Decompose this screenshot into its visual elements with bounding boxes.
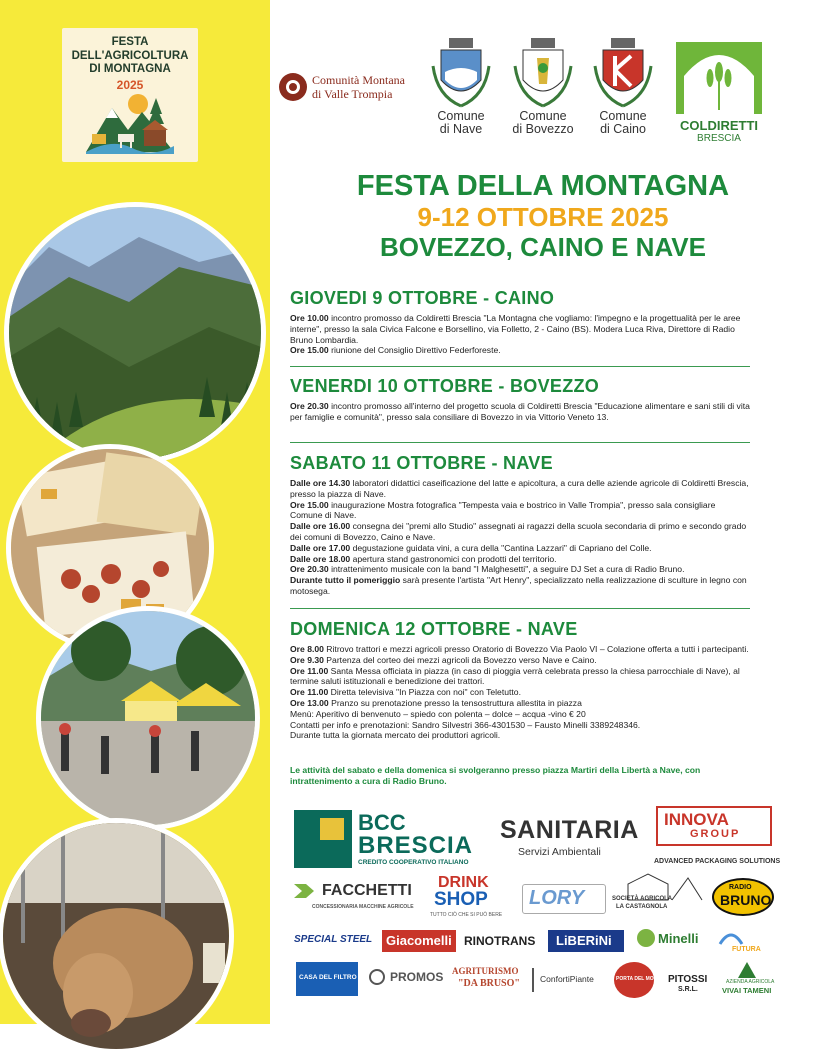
day-thursday: [290, 288, 750, 356]
radiobruno-line2: BRUNO: [720, 892, 772, 908]
schedule-item: Contatti per info e prenotazioni: Sandro Silvestri 366-4301530 – Fausto Minelli 3389248346.: [290, 719, 641, 730]
schedule-item: Ore 15.00 inaugurazione Mostra fotografica "Tempesta vaia e bostrico in Valle Trompia", presso sala consigliare Comune di Nave.: [290, 499, 716, 521]
comunita-line2: di Valle Trompia: [312, 87, 393, 101]
schedule-item: Dalle ore 17.00 degustazione guidata vini, a cura della "Cantina Lazzari" di Capriano del Colle.: [290, 542, 652, 553]
comunita-line1: Comunità Montana: [312, 73, 405, 87]
schedule-item: Ore 8.00 Ritrovo trattori e mezzi agricoli presso Oratorio di Bovezzo Via Paolo VI – Colazione offerta a tutti i partecipanti.: [290, 644, 749, 654]
agriturismo-logo: [452, 966, 522, 994]
schedule-item: Ore 20.30 incontro promosso all'interno del progetto scuola di Coldiretti Brescia "Educazione alimentare e sani stili di vita per famiglie e comunità", presso sala consiliare di Bovezzo in via Vittorio Veneto 13.: [290, 401, 750, 422]
day-body: [290, 478, 750, 597]
conforti-logo: [532, 968, 612, 992]
conforti-name: ConfortiPiante: [540, 974, 594, 984]
vivai-tameni-logo: [716, 962, 778, 998]
facchetti-arrow-icon: [292, 880, 320, 902]
logo-line1: FESTA: [111, 36, 149, 48]
coldiretti-name: COLDIRETTI: [680, 118, 758, 133]
schedule-item: Durante tutto il pomeriggio sarà presente l'artista "Art Henry", specializzato nella realizzazione di sculture in legno con motosega.: [290, 575, 747, 596]
schedule-item: Menù: Aperitivo di benvenuto – spiedo con polenta – dolce – acqua -vino € 20: [290, 708, 586, 719]
market-photo: [36, 606, 260, 830]
drink-shop-logo: [428, 874, 520, 922]
pitossi-line2: S.R.L.: [678, 986, 698, 993]
tameni-tree-icon: [716, 962, 778, 980]
coldiretti-city: BRESCIA: [697, 133, 741, 144]
comune-bovezzo-label: Comune di Bovezzo: [512, 109, 574, 136]
day-sunday: [290, 619, 750, 741]
drink-line2: SHOP: [434, 889, 488, 910]
schedule-item: Dalle ore 18.00 apertura stand gastronomici con prodotti del territorio.: [290, 553, 557, 564]
castagnola-logo: [608, 872, 704, 916]
lory-name: LORY: [529, 887, 585, 909]
schedule-item: Ore 10.00 incontro promosso da Coldiretti Brescia "La Montagna che vogliamo: l'impegno e la progettualità per le aree interne", presso la sala Civica Falcone e Borsellino, via Folletto, 2 - Caino (BS). Modera Luca Riva, Direttore di Radio Bruno Lombardia.: [290, 313, 741, 345]
bcc-line1: BCC: [358, 810, 406, 835]
innova-line2: GROUP: [690, 828, 741, 840]
comunita-montana-logo: [278, 72, 408, 106]
innova-line1: INNOVA: [664, 810, 729, 829]
day-body: [290, 401, 750, 423]
day-body: [290, 313, 750, 356]
bovezzo-crest-icon: [513, 36, 573, 108]
promos-circle-icon: [368, 968, 386, 986]
coldiretti-logo: [674, 40, 764, 148]
bcc-line2: BRESCIA: [358, 832, 474, 859]
divider: [290, 366, 750, 367]
minelli-leaf-icon: [636, 928, 656, 948]
day-body: [290, 644, 750, 741]
tameni-line1: AZIENDA AGRICOLA: [726, 979, 775, 985]
bcc-logo: [294, 810, 484, 872]
bcc-sub: CREDITO COOPERATIVO ITALIANO: [358, 859, 469, 866]
event-places: BOVEZZO, CAINO E NAVE: [380, 232, 706, 262]
comune-nave-label: Comune di Nave: [437, 109, 485, 136]
minelli-logo: [636, 928, 712, 954]
schedule-item: Ore 20.30 intrattenimento musicale con la band "I Malghesetti", a seguire DJ Set a cura di Radio Bruno.: [290, 564, 685, 575]
casa-filtro-logo: [296, 962, 358, 996]
divider: [290, 442, 750, 443]
rinotrans-logo: RINOTRANS: [464, 934, 536, 948]
lory-logo: [522, 884, 606, 914]
logo-line3: DI MONTAGNA: [89, 63, 171, 75]
location-note: Le attività del sabato e della domenica si svolgeranno presso piazza Martiri della Libertà a Nave, con intrattenimento a cura di Radio Bruno.: [290, 765, 701, 786]
event-dates: 9-12 OTTOBRE 2025: [417, 202, 669, 232]
mountain-farm-icon: [82, 90, 178, 156]
giacomelli-name: Giacomelli: [386, 933, 452, 948]
pitossi-logo: [668, 964, 714, 996]
porta-del-monte-logo: [610, 962, 664, 998]
cow-photo: [0, 818, 234, 1054]
day-title: DOMENICA 12 OTTOBRE - NAVE: [290, 619, 578, 639]
divider: [290, 608, 750, 609]
schedule-item: Dalle ore 16.00 consegna dei "premi allo Studio" assegnati ai ragazzi della scuola secondaria di primo e secondo grado dei comuni di Bovezzo, Caino e Nave.: [290, 521, 747, 542]
day-title: VENERDI 10 OTTOBRE - BOVEZZO: [290, 376, 600, 396]
castagnola-line1: SOCIETÀ AGRICOLA: [612, 896, 673, 902]
futura-logo: [716, 926, 776, 956]
comune-caino: [583, 30, 663, 136]
day-title: SABATO 11 OTTOBRE - NAVE: [290, 453, 553, 473]
schedule-item: Ore 11.00 Santa Messa officiata in piazza (in caso di pioggia verrà celebrata presso la chiesa parrocchiale di Nave), al termine saluti istituzionali e benedizione dei trattori.: [290, 665, 740, 687]
facchetti-name: FACCHETTI: [322, 882, 412, 899]
coldiretti-icon: [674, 40, 764, 116]
day-friday: [290, 376, 750, 423]
day-title: GIOVEDI 9 OTTOBRE - CAINO: [290, 288, 555, 308]
giacomelli-logo: [382, 930, 456, 952]
schedule-item: Ore 9.30 Partenza del corteo dei mezzi agricoli da Bovezzo verso Nave e Caino.: [290, 654, 597, 665]
sanitaria-logo: [500, 816, 640, 860]
agriturismo-line2: "DA BRUSO": [458, 978, 520, 989]
futura-name: FUTURA: [732, 946, 761, 953]
drink-sub: TUTTO CIÒ CHE SI PUÒ BERE: [430, 912, 503, 918]
schedule-item: Durante tutta la giornata mercato dei produttori agricoli.: [290, 730, 501, 741]
agriturismo-line1: AGRITURISMO: [452, 966, 519, 976]
comunita-montana-icon: [278, 72, 308, 102]
casa-filtro-name: CASA DEL FILTRO: [299, 974, 357, 981]
partner-logos: [278, 30, 808, 150]
promos-logo: [368, 968, 442, 992]
facchetti-logo: [292, 880, 416, 916]
mountain-photo: [4, 202, 266, 464]
schedule-item: Ore 13.00 Pranzo su prenotazione presso la tensostruttura allestita in piazza: [290, 697, 582, 708]
liberini-logo: [548, 930, 624, 952]
innova-sub: ADVANCED PACKAGING SOLUTIONS: [654, 858, 781, 865]
promos-name: PROMOS: [390, 970, 444, 984]
day-saturday: [290, 453, 750, 597]
sanitaria-name: SANITARIA: [500, 816, 639, 844]
radio-bruno-logo: [712, 878, 774, 916]
schedule-item: Ore 15.00 riunione del Consiglio Direttivo Federforeste.: [290, 345, 501, 356]
comune-caino-label: Comune di Caino: [599, 109, 647, 136]
pitossi-line1: PITOSSI: [668, 974, 708, 985]
drink-line1: DRINK: [438, 874, 489, 891]
futura-icon: [716, 926, 746, 948]
comune-nave: [421, 30, 501, 136]
special-steel-logo: SPECIAL STEEL: [294, 934, 373, 945]
innova-logo: [654, 806, 781, 872]
castagnola-line2: LA CASTAGNOLA: [616, 904, 668, 910]
facchetti-sub: CONCESSIONARIA MACCHINE AGRICOLE: [312, 904, 414, 910]
porta-del-monte-name: PORTA DEL MONTE: [616, 976, 664, 982]
liberini-name: LiBERiNi: [556, 933, 612, 948]
logo-year: 2025: [116, 78, 144, 92]
comune-bovezzo: [503, 30, 583, 136]
minelli-name: Minelli: [658, 931, 699, 946]
festival-logo: [62, 28, 198, 162]
logo-line2: DELL'AGRICOLTURA: [71, 50, 189, 62]
schedule-item: Ore 11.00 Diretta televisiva "In Piazza con noi" con Teletutto.: [290, 687, 521, 698]
schedule-item: Dalle ore 14.30 laboratori didattici caseificazione del latte e apicoltura, a cura delle aziende agricole di Coldiretti Brescia, presso la piazza di Nave.: [290, 478, 749, 499]
nave-crest-icon: [431, 36, 491, 108]
page-title: FESTA DELLA MONTAGNA: [356, 170, 730, 202]
sanitaria-sub: Servizi Ambientali: [518, 846, 601, 858]
radiobruno-line1: RADIO: [729, 884, 752, 891]
tameni-line2: VIVAI TAMENI: [722, 986, 772, 995]
bcc-mark-icon: [294, 810, 352, 868]
caino-crest-icon: [593, 36, 653, 108]
